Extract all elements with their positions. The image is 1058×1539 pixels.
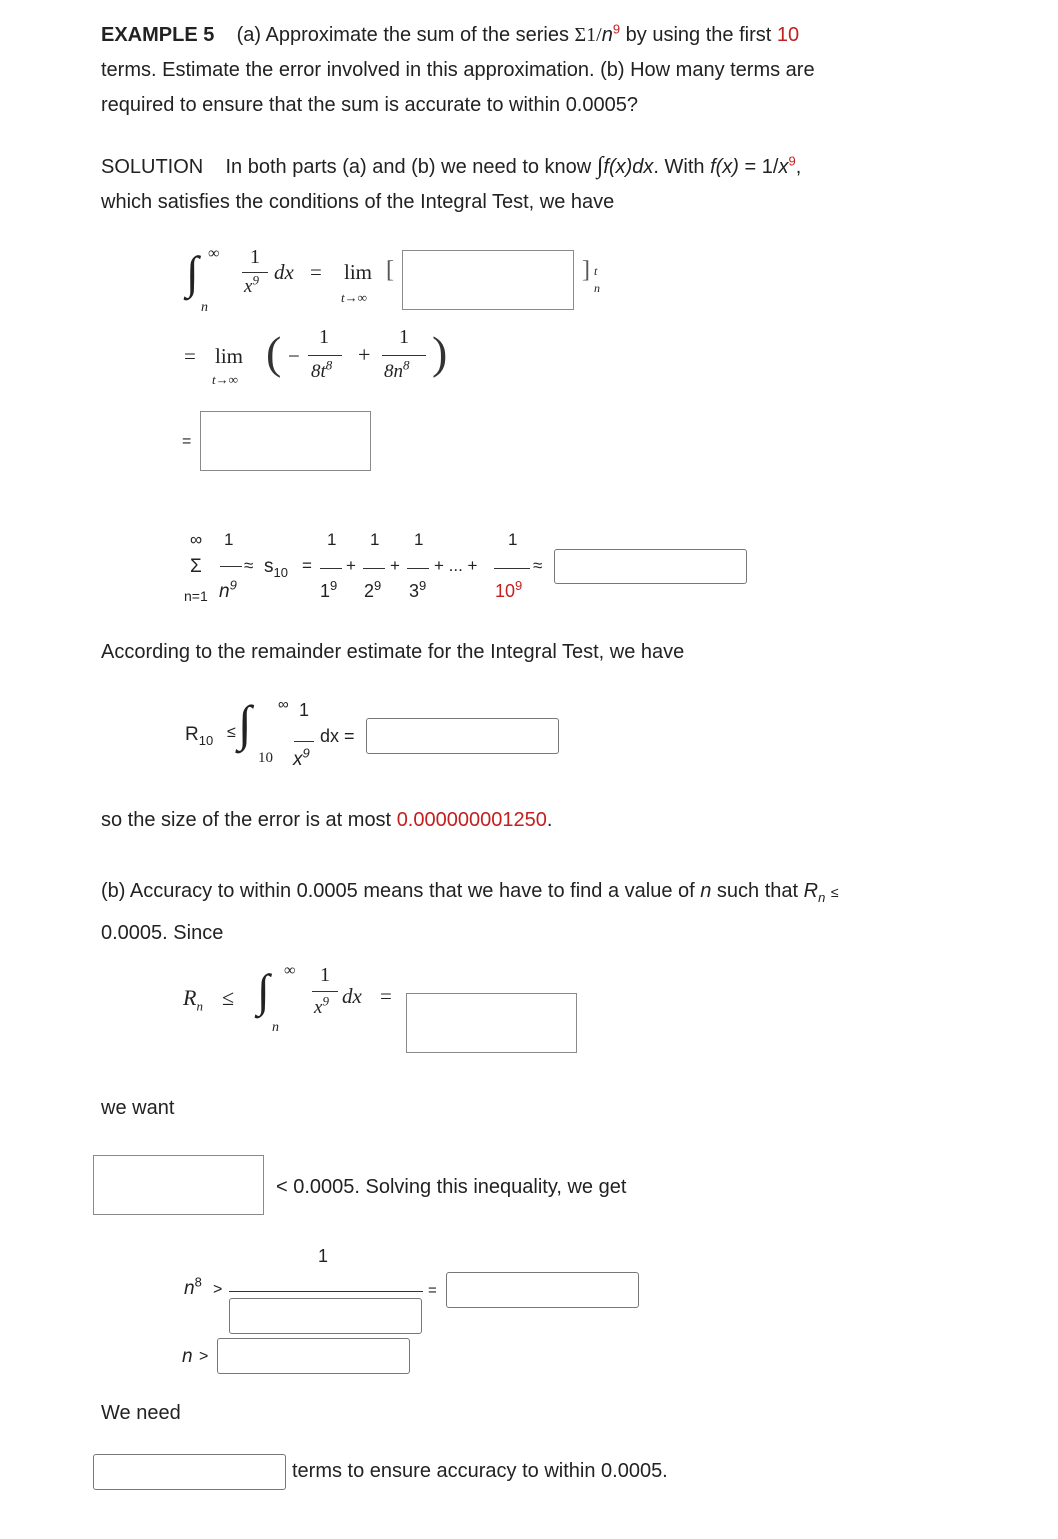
problem-line-3: required to ensure that the sum is accurate to within 0.0005? bbox=[101, 94, 638, 116]
s10-input[interactable] bbox=[554, 549, 747, 584]
frac2-num: 1 bbox=[399, 326, 409, 348]
solve-den-input[interactable] bbox=[229, 1298, 422, 1334]
with-text: . With bbox=[653, 156, 705, 178]
lim-2: lim bbox=[215, 344, 244, 368]
frac1-num: 1 bbox=[319, 326, 329, 348]
integral-sign-1: ∫ bbox=[186, 247, 199, 298]
error-value: 0.000000001250 bbox=[396, 809, 547, 831]
problem-statement bbox=[101, 18, 951, 123]
fxdx: f(x)dx bbox=[603, 156, 654, 178]
t2-den: $2^9$ bbox=[364, 578, 382, 601]
bracket-upper: t bbox=[594, 264, 598, 278]
dx: dx bbox=[274, 260, 294, 284]
sum-index: n=1 bbox=[184, 588, 208, 604]
rn-le: ≤ bbox=[222, 985, 235, 1010]
n-input[interactable] bbox=[217, 1338, 410, 1374]
solve-gt: > bbox=[213, 1281, 223, 1298]
b-num: 1 bbox=[320, 964, 330, 986]
bracket-close: ] bbox=[582, 257, 590, 283]
t4-bar bbox=[494, 568, 530, 569]
part-b-text: (b) Accuracy to within 0.0005 means that we have to find a value of n such that $R_n$ ≤ 0.0005. Since bbox=[101, 880, 839, 944]
paren-close: ) bbox=[432, 327, 448, 378]
solution-intro bbox=[101, 149, 951, 220]
plus-1: + bbox=[346, 556, 356, 575]
eq-2: = bbox=[184, 344, 196, 368]
remainder-text: According to the remainder estimate for the Integral Test, we have bbox=[101, 641, 685, 663]
part-a-prefix: (a) Approximate the sum of the series bbox=[236, 24, 569, 46]
frac1-bar bbox=[308, 355, 342, 356]
t1-bar bbox=[320, 568, 342, 569]
sum-inf: ∞ bbox=[190, 530, 203, 549]
exp-9: 9 bbox=[612, 21, 621, 37]
solution-line-2: which satisfies the conditions of the Integral Test, we have bbox=[101, 191, 615, 213]
plus-2: + bbox=[390, 556, 400, 575]
want-input[interactable] bbox=[93, 1155, 264, 1215]
integral-sign: ∫ bbox=[596, 153, 604, 179]
n-var: n bbox=[601, 24, 613, 46]
remainder-input[interactable] bbox=[366, 718, 559, 754]
lim-1-sub: t→∞ bbox=[341, 290, 367, 305]
limit-result-input[interactable] bbox=[200, 411, 371, 471]
x-var: x bbox=[778, 156, 789, 178]
need-input[interactable] bbox=[93, 1454, 286, 1490]
first-count: 10 bbox=[776, 24, 800, 46]
frac1-den: $8t^8$ bbox=[311, 357, 333, 382]
frac2-den: $8n^8$ bbox=[384, 357, 410, 382]
t1-num: 1 bbox=[327, 530, 337, 549]
plus: + bbox=[358, 342, 371, 367]
want-text: < 0.0005. Solving this inequality, we get bbox=[276, 1176, 627, 1198]
x-exp: 9 bbox=[788, 153, 796, 169]
minus: − bbox=[288, 344, 300, 368]
rem-bar bbox=[294, 741, 314, 742]
series-expr: Σ1/ bbox=[574, 24, 602, 46]
n-var-2: n bbox=[182, 1346, 193, 1367]
rem-lower: 10 bbox=[258, 750, 273, 766]
rn: $R_n$ bbox=[183, 985, 203, 1014]
b-integral-sign: ∫ bbox=[257, 965, 270, 1016]
t2-bar bbox=[363, 568, 385, 569]
fx-def: f(x) bbox=[710, 156, 739, 178]
r10: $R_{10}$ bbox=[185, 724, 214, 748]
comma: , bbox=[795, 156, 802, 178]
t1-den: $1^9$ bbox=[320, 578, 338, 601]
example-label: EXAMPLE 5 bbox=[101, 24, 215, 46]
antiderivative-input[interactable] bbox=[402, 250, 574, 310]
t3-num: 1 bbox=[414, 530, 424, 549]
r10-le: ≤ bbox=[227, 724, 236, 741]
t3-den: $3^9$ bbox=[409, 578, 427, 601]
solve-rhs-input[interactable] bbox=[446, 1272, 639, 1308]
lim-1: lim bbox=[344, 260, 373, 284]
bracket-lower: n bbox=[594, 281, 600, 295]
t3-bar bbox=[407, 568, 429, 569]
s10: $s_{10}$ bbox=[264, 556, 288, 580]
solve-num: 1 bbox=[318, 1246, 329, 1266]
integral-lower: n bbox=[201, 300, 208, 315]
sum-eq: = bbox=[302, 556, 312, 575]
solution-text-1: In both parts (a) and (b) we need to know bbox=[225, 156, 592, 178]
need-text: terms to ensure accuracy to within 0.0005. bbox=[292, 1460, 668, 1482]
solve-eq: = bbox=[428, 1282, 437, 1299]
eq-3: = bbox=[182, 433, 192, 450]
t4-num: 1 bbox=[508, 530, 518, 549]
rn-bound-input[interactable] bbox=[406, 993, 577, 1053]
error-text: so the size of the error is at most 0.000000001250. bbox=[101, 809, 553, 831]
we-want-label: we want bbox=[101, 1097, 175, 1119]
solve-gt-2: > bbox=[199, 1348, 209, 1365]
solve-bar bbox=[229, 1291, 423, 1292]
ellipsis: + ... + bbox=[434, 556, 478, 575]
t4-den: $10^9$ bbox=[495, 578, 523, 601]
b-bar bbox=[312, 991, 338, 992]
b-upper: ∞ bbox=[284, 962, 296, 979]
sum-frac-bar bbox=[220, 566, 242, 567]
solution-label: SOLUTION bbox=[101, 156, 204, 178]
rem-num: 1 bbox=[299, 700, 310, 720]
rem-den: $x^9$ bbox=[293, 745, 310, 770]
rem-integral-sign: ∫ bbox=[238, 695, 252, 751]
by-using-text: by using the first bbox=[625, 24, 772, 46]
sum-sigma: Σ bbox=[190, 556, 202, 577]
frac-den: $x^9$ bbox=[244, 272, 259, 297]
eq-text: = 1/ bbox=[744, 156, 779, 178]
sum-den: $n^9$ bbox=[219, 577, 237, 602]
bracket-open: [ bbox=[386, 257, 394, 283]
paren-open: ( bbox=[266, 327, 282, 378]
n8: $n^8$ bbox=[184, 1274, 202, 1299]
we-need-label: We need bbox=[101, 1402, 181, 1424]
frac2-bar bbox=[382, 355, 426, 356]
lim-2-sub: t→∞ bbox=[212, 372, 238, 387]
b-den: $x^9$ bbox=[314, 993, 329, 1018]
rem-dx: dx = bbox=[320, 726, 355, 746]
sum-one: 1 bbox=[224, 530, 234, 549]
rem-upper: ∞ bbox=[278, 696, 289, 713]
integral-upper: ∞ bbox=[208, 245, 220, 262]
t2-num: 1 bbox=[370, 530, 380, 549]
sum-approx: ≈ bbox=[244, 556, 254, 575]
eq-1: = bbox=[310, 260, 322, 284]
b-lower: n bbox=[272, 1020, 279, 1035]
b-dx: dx bbox=[342, 984, 362, 1008]
sum-approx-2: ≈ bbox=[533, 556, 543, 575]
frac-num: 1 bbox=[250, 246, 260, 268]
problem-line-2: terms. Estimate the error involved in this approximation. (b) How many terms are bbox=[101, 59, 815, 81]
b-eq: = bbox=[380, 984, 392, 1008]
